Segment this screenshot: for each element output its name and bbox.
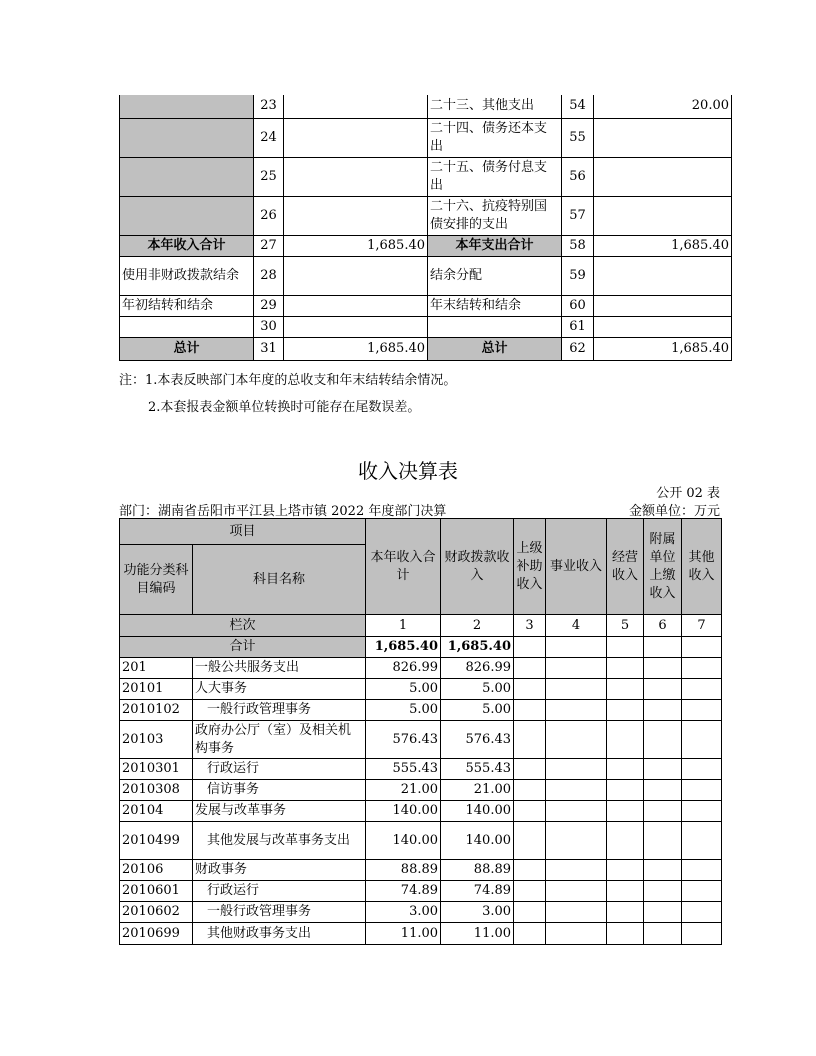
row-number-cell: 61 [562,316,594,337]
fiscal-appropriation-cell: 11.00 [441,923,514,945]
function-code-cell: 20101 [120,679,193,700]
income-item-cell [120,196,254,235]
fiscal-appropriation-cell: 88.89 [441,860,514,881]
table-row [120,902,722,923]
table-row [120,316,732,337]
subject-name-cell: 人大事务 [193,679,366,700]
function-code-cell: 2010602 [120,902,193,923]
operating-income-header: 经营收入 [607,519,644,615]
fiscal-appropriation-header: 财政拨款收入 [441,519,514,615]
income-amount-cell [284,95,428,118]
function-code-cell: 20103 [120,721,193,759]
table-code: 公开 02 表 [656,486,720,501]
expense-item-cell: 二十三、其他支出 [428,95,562,118]
total-income-cell: 21.00 [366,780,441,801]
function-code-cell: 2010102 [120,700,193,721]
total-income-cell: 11.00 [366,923,441,945]
table-row [120,337,732,360]
total-label: 合计 [120,637,366,658]
table-row [120,923,722,945]
income-item-cell [120,118,254,157]
fiscal-appropriation-cell: 21.00 [441,780,514,801]
table-row [120,95,732,118]
column-number: 6 [644,615,682,637]
expense-amount-cell [594,316,732,337]
function-code-cell: 2010601 [120,881,193,902]
total-income-cell: 5.00 [366,679,441,700]
table-row [120,295,732,316]
table-row [120,822,722,860]
fiscal-appropriation-cell: 140.00 [441,801,514,822]
column-number: 3 [514,615,546,637]
subject-name-cell: 财政事务 [193,860,366,881]
income-item-cell: 年初结转和结余 [120,295,254,316]
income-amount-cell: 1,685.40 [284,337,428,360]
row-number-cell: 26 [254,196,284,235]
table-row [120,157,732,196]
function-code-header: 功能分类科目编码 [120,545,193,615]
expense-item-cell [428,316,562,337]
department-label: 部门：湖南省岳阳市平江县上塔市镇 2022 年度部门决算 [119,504,447,519]
function-code-cell: 20106 [120,860,193,881]
other-income-header: 其他收入 [682,519,722,615]
expense-amount-cell [594,157,732,196]
fiscal-appropriation-cell: 576.43 [441,721,514,759]
row-number-cell: 24 [254,118,284,157]
table-row [120,118,732,157]
income-amount-cell: 1,685.40 [284,235,428,256]
note-line-1: 注：1.本表反映部门本年度的总收支和年末结转结余情况。 [119,373,457,388]
fiscal-appropriation-cell: 140.00 [441,822,514,860]
total-income-cell: 88.89 [366,860,441,881]
total-row [120,637,722,658]
income-amount-cell [284,196,428,235]
column-number: 1 [366,615,441,637]
income-total-label: 本年收入合计 [120,235,254,256]
subject-name-cell: 一般行政管理事务 [193,902,366,923]
fiscal-appropriation-cell: 74.89 [441,881,514,902]
row-number-cell: 56 [562,157,594,196]
row-number-cell: 28 [254,256,284,295]
fiscal-appropriation-value: 1,685.40 [441,637,514,658]
table-row [120,196,732,235]
superior-subsidy-header: 上级补助收入 [514,519,546,615]
table-row [120,759,722,780]
expense-item-cell: 二十四、债务还本支出 [428,118,562,157]
income-item-cell [120,157,254,196]
subject-name-cell: 一般公共服务支出 [193,658,366,679]
income-item-cell [120,316,254,337]
total-income-value: 1,685.40 [366,637,441,658]
row-number-cell: 62 [562,337,594,360]
total-income-header: 本年收入合计 [366,519,441,615]
income-amount-cell [284,256,428,295]
table-row [120,679,722,700]
table-row [120,881,722,902]
function-code-cell: 20104 [120,801,193,822]
row-number-cell: 59 [562,256,594,295]
subject-name-cell: 行政运行 [193,881,366,902]
subject-name-cell: 政府办公厅（室）及相关机构事务 [193,721,366,759]
total-income-cell: 826.99 [366,658,441,679]
fiscal-appropriation-cell: 3.00 [441,902,514,923]
table-row [120,860,722,881]
fiscal-appropriation-cell: 5.00 [441,679,514,700]
subject-name-cell: 信访事务 [193,780,366,801]
subject-name-cell: 其他发展与改革事务支出 [193,822,366,860]
column-number: 7 [682,615,722,637]
table-row [120,700,722,721]
expense-item-cell: 结余分配 [428,256,562,295]
total-income-cell: 140.00 [366,801,441,822]
note-line-2: 2.本套报表金额单位转换时可能存在尾数误差。 [148,400,421,415]
function-code-cell: 2010499 [120,822,193,860]
row-number-cell: 60 [562,295,594,316]
function-code-cell: 2010699 [120,923,193,945]
row-number-cell: 54 [562,95,594,118]
subject-name-cell: 行政运行 [193,759,366,780]
function-code-cell: 201 [120,658,193,679]
income-item-cell: 使用非财政拨款结余 [120,256,254,295]
row-number-cell: 27 [254,235,284,256]
grand-total-label: 总计 [120,337,254,360]
subject-name-cell: 一般行政管理事务 [193,700,366,721]
function-code-cell: 2010301 [120,759,193,780]
item-header: 项目 [120,519,366,545]
column-number: 4 [546,615,607,637]
row-number-cell: 29 [254,295,284,316]
total-income-cell: 74.89 [366,881,441,902]
subsidiary-income-header: 附属单位上缴收入 [644,519,682,615]
column-number: 5 [607,615,644,637]
income-amount-cell [284,157,428,196]
expense-amount-cell [594,118,732,157]
amount-unit-label: 金额单位：万元 [628,504,720,519]
page-title: 收入决算表 [358,459,458,483]
function-code-cell: 2010308 [120,780,193,801]
row-number-cell: 58 [562,235,594,256]
income-amount-cell [284,295,428,316]
expense-amount-cell [594,196,732,235]
total-income-cell: 555.43 [366,759,441,780]
fiscal-appropriation-cell: 5.00 [441,700,514,721]
column-number-label: 栏次 [120,615,366,637]
expense-amount-cell: 1,685.40 [594,337,732,360]
fiscal-appropriation-cell: 826.99 [441,658,514,679]
expense-item-cell: 年末结转和结余 [428,295,562,316]
table-row [120,721,722,759]
total-income-cell: 576.43 [366,721,441,759]
income-statement-table [119,518,722,945]
total-income-cell: 3.00 [366,902,441,923]
row-number-cell: 57 [562,196,594,235]
row-number-cell: 30 [254,316,284,337]
row-number-cell: 25 [254,157,284,196]
expense-amount-cell: 20.00 [594,95,732,118]
grand-total-label: 总计 [428,337,562,360]
row-number-cell: 31 [254,337,284,360]
expense-total-label: 本年支出合计 [428,235,562,256]
income-expense-summary-table [119,95,732,361]
expense-item-cell: 二十五、债务付息支出 [428,157,562,196]
expense-amount-cell: 1,685.40 [594,235,732,256]
subject-name-cell: 其他财政事务支出 [193,923,366,945]
table-row [120,658,722,679]
table-row [120,780,722,801]
income-amount-cell [284,118,428,157]
table-row [120,256,732,295]
subject-name-cell: 发展与改革事务 [193,801,366,822]
expense-item-cell: 二十六、抗疫特别国债安排的支出 [428,196,562,235]
business-income-header: 事业收入 [546,519,607,615]
column-number-row [120,615,722,637]
table-row [120,235,732,256]
fiscal-appropriation-cell: 555.43 [441,759,514,780]
income-item-cell [120,95,254,118]
table-row [120,801,722,822]
expense-amount-cell [594,295,732,316]
row-number-cell: 55 [562,118,594,157]
subject-name-header: 科目名称 [193,545,366,615]
column-number: 2 [441,615,514,637]
expense-amount-cell [594,256,732,295]
total-income-cell: 140.00 [366,822,441,860]
total-income-cell: 5.00 [366,700,441,721]
income-amount-cell [284,316,428,337]
row-number-cell: 23 [254,95,284,118]
